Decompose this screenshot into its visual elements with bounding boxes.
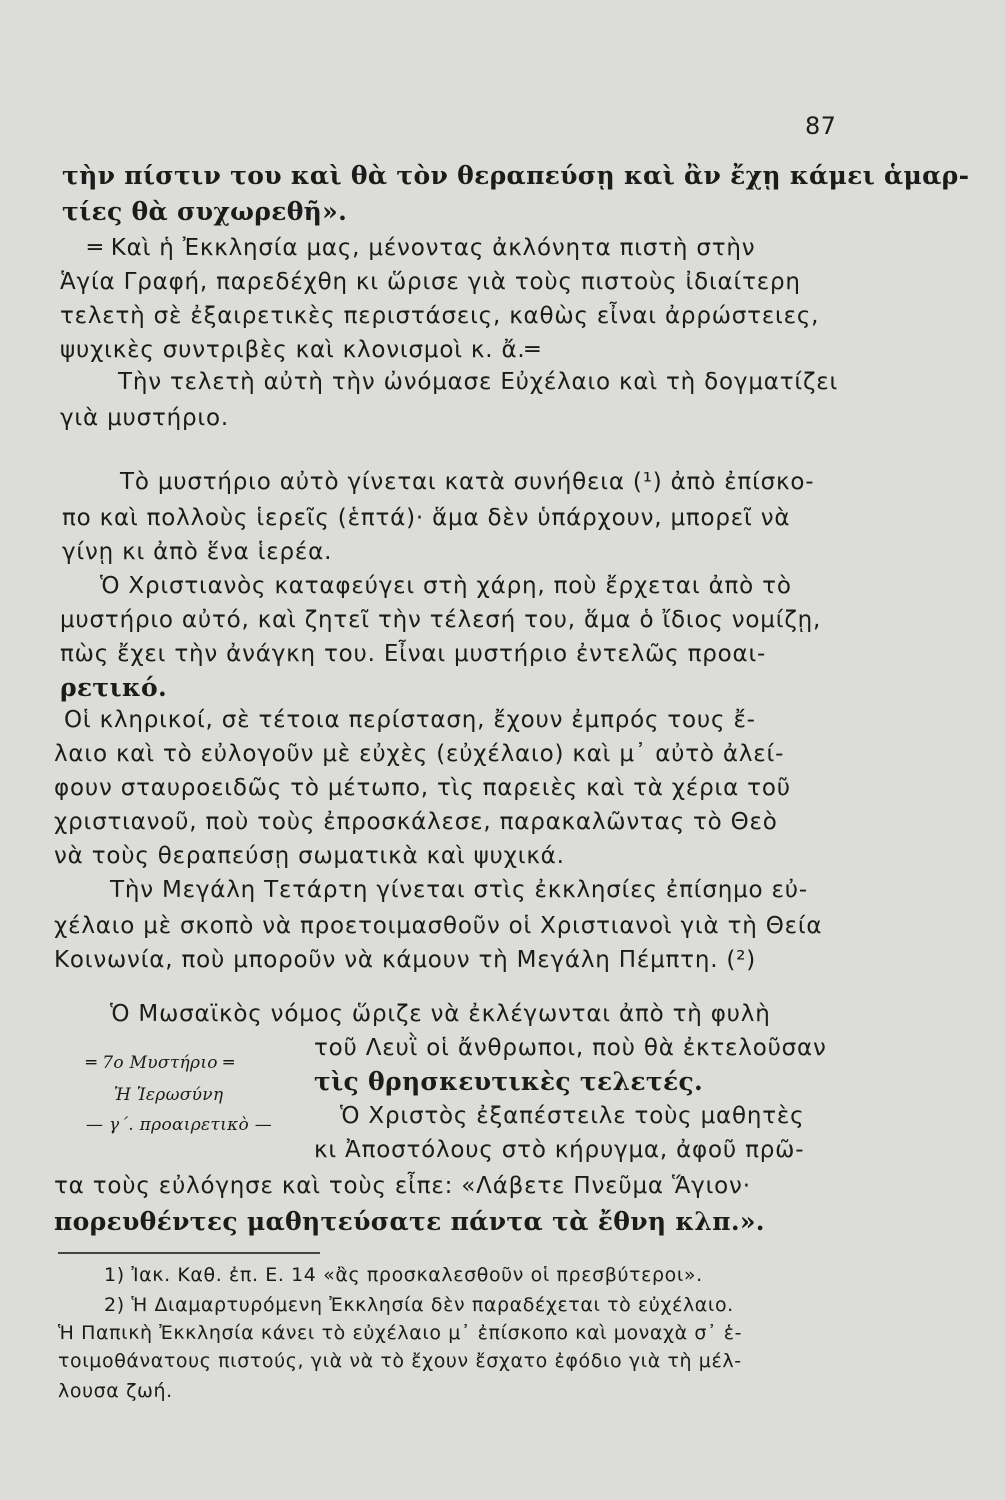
text-line: μυστήριο αὐτό, καὶ ζητεῖ τὴν τέλεσή του, ἅμα ὁ ἴδιος νομίζῃ, (60, 607, 822, 633)
text-line: Κοινωνία, ποὺ μποροῦν νὰ κάμουν τὴ Μεγάλη Πέμπτη. (²) (54, 947, 756, 973)
text-line: χριστιανοῦ, ποὺ τοὺς ἐπροσκάλεσε, παρακαλῶντας τὸ Θεὸ (54, 809, 778, 835)
text-line: ρετικό. (60, 673, 167, 702)
text-line: Ὁ Μωσαϊκὸς νόμος ὥριζε νὰ ἐκλέγωνται ἀπὸ τὴ φυλὴ (110, 1001, 771, 1027)
footnote-line: Ἡ Παπικὴ Ἐκκλησία κάνει τὸ εὐχέλαιο μ᾽ ἐπίσκοπο καὶ μοναχὰ σ᾽ ἑ- (58, 1322, 743, 1344)
text-line: Ἁγία Γραφή, παρεδέχθη κι ὥρισε γιὰ τοὺς πιστοὺς ἰδιαίτερη (60, 269, 801, 295)
text-line: γιὰ μυστήριο. (60, 405, 229, 431)
text-line: τα τοὺς εὐλόγησε καὶ τοὺς εἶπε: «Λάβετε Πνεῦμα Ἅγιον· (54, 1173, 751, 1199)
footnote-line: 1) Ἰακ. Καθ. ἐπ. Ε. 14 «ἂς προσκαλεσθοῦν οἱ πρεσβύτεροι». (104, 1264, 703, 1286)
text-line: πο καὶ πολλοὺς ἱερεῖς (ἑπτά)· ἅμα δὲν ὑπάρχουν, μπορεῖ νὰ (62, 505, 791, 531)
text-line: ψυχικὲς συντριβὲς καὶ κλονισμοὶ κ. ἄ.═ (60, 337, 541, 363)
text-line: πορευθέντες μαθητεύσατε πάντα τὰ ἔθνη κλπ.». (54, 1207, 765, 1236)
margin-note: Ἡ Ἱερωσύνη (114, 1085, 224, 1105)
footnote-line: τοιμοθάνατους πιστούς, γιὰ νὰ τὸ ἔχουν ἔσχατο ἐφόδιο γιὰ τὴ μέλ- (58, 1350, 742, 1372)
text-line: τὶς θρησκευτικὲς τελετές. (314, 1067, 704, 1096)
text-line: τελετὴ σὲ ἐξαιρετικὲς περιστάσεις, καθὼς εἶναι ἀρρώστειες, (60, 303, 820, 329)
footnote-divider (58, 1252, 320, 1254)
text-line: Τὸ μυστήριο αὐτὸ γίνεται κατὰ συνήθεια (¹) ἀπὸ ἐπίσκο- (120, 469, 815, 495)
text-line: Τὴν τελετὴ αὐτὴ τὴν ὠνόμασε Εὐχέλαιο καὶ τὴ δογματίζει (118, 369, 839, 395)
text-line: Ὁ Χριστὸς ἐξαπέστειλε τοὺς μαθητὲς (340, 1103, 805, 1129)
text-line: Οἱ κληρικοί, σὲ τέτοια περίσταση, ἔχουν ἐμπρός τους ἔ- (64, 707, 756, 733)
text-line: Τὴν Μεγάλη Τετάρτη γίνεται στὶς ἐκκλησίες ἐπίσημο εὐ- (110, 877, 808, 903)
text-line: πὼς ἔχει τὴν ἀνάγκη του. Εἶναι μυστήριο ἐντελῶς προαι- (60, 641, 767, 667)
footnote-line: 2) Ἡ Διαμαρτυρόμενη Ἐκκλησία δὲν παραδέχεται τὸ εὐχέλαιο. (104, 1294, 734, 1316)
text-line: γίνῃ κι ἀπὸ ἕνα ἱερέα. (62, 539, 333, 565)
text-line: νὰ τοὺς θεραπεύσῃ σωματικὰ καὶ ψυχικά. (54, 843, 565, 869)
margin-note: ═ 7ο Μυστήριο ═ (86, 1053, 235, 1073)
text-line: ═ Καὶ ἡ Ἐκκλησία μας, μένοντας ἀκλόνητα πιστὴ στὴν (88, 235, 756, 261)
text-line: φουν σταυροειδῶς τὸ μέτωπο, τὶς παρειὲς καὶ τὰ χέρια τοῦ (54, 775, 791, 801)
text-line: τοῦ Λευῒ οἱ ἄνθρωποι, ποὺ θὰ ἐκτελοῦσαν (314, 1035, 827, 1061)
text-line: τὴν πίστιν του καὶ θὰ τὸν θεραπεύσῃ καὶ ἂν ἔχῃ κάμει ἁμαρ- (62, 161, 970, 190)
text-line: λαιο καὶ τὸ εὐλογοῦν μὲ εὐχὲς (εὐχέλαιο) καὶ μ᾽ αὐτὸ ἀλεί- (54, 741, 785, 767)
text-line: Ὁ Χριστιανὸς καταφεύγει στὴ χάρη, ποὺ ἔρχεται ἀπὸ τὸ (100, 573, 792, 599)
text-line: χέλαιο μὲ σκοπὸ νὰ προετοιμασθοῦν οἱ Χριστιανοὶ γιὰ τὴ Θεία (54, 913, 823, 939)
footnote-line: λουσα ζωή. (58, 1380, 173, 1402)
text-line: κι Ἀποστόλους στὸ κήρυγμα, ἀφοῦ πρῶ- (314, 1137, 805, 1163)
text-line: τίες θὰ συχωρεθῆ». (62, 197, 348, 226)
margin-note: — γ΄. προαιρετικὸ — (86, 1115, 273, 1135)
page-number: 87 (805, 112, 837, 140)
